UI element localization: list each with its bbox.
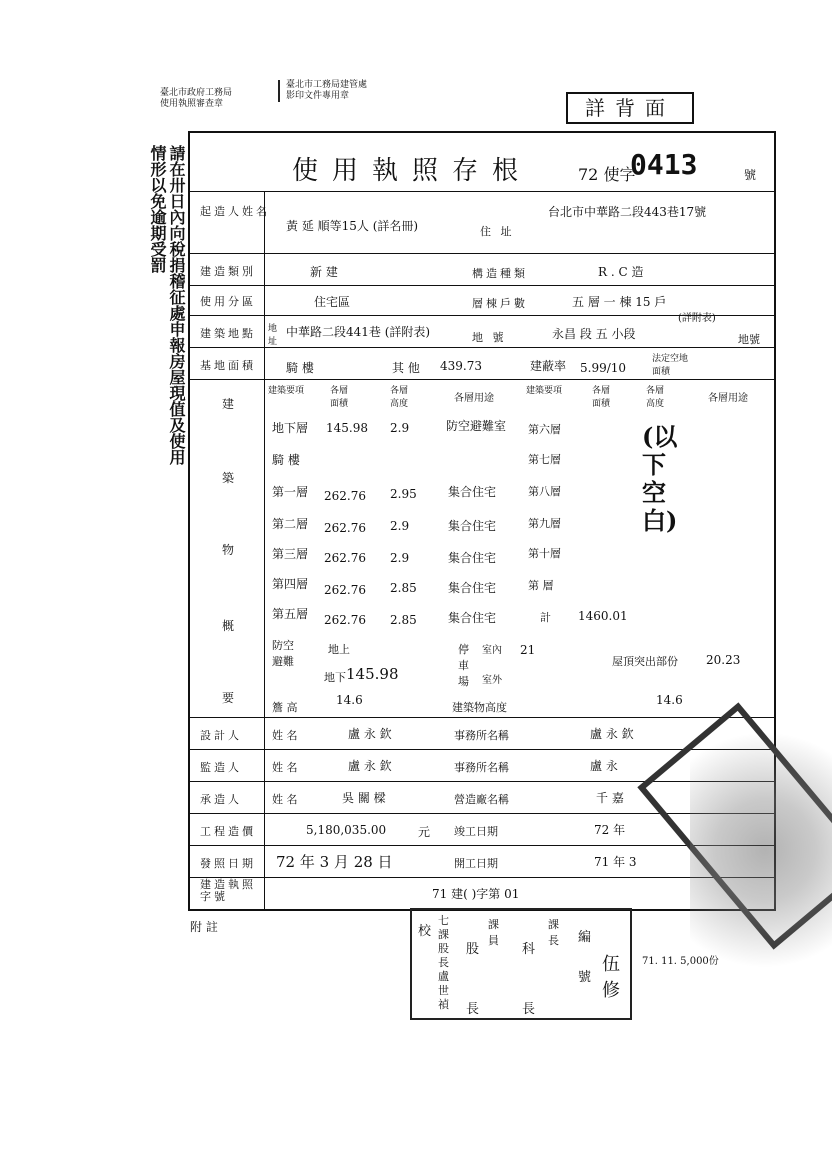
other-value: 439.73: [440, 359, 482, 373]
floors-label: 層棟戶數: [472, 297, 528, 310]
floor-area: 145.98: [326, 421, 368, 435]
right-floor: 第九層: [528, 517, 561, 530]
floor-name: 第五層: [272, 607, 309, 621]
print-code: 71. 11. 5,000份: [642, 956, 719, 967]
arcade-label: 騎 樓: [286, 361, 314, 375]
section-char: 建: [222, 397, 235, 411]
finish-value: 72 年: [594, 823, 626, 837]
issue-value: 72 年 3 月 28 日: [276, 853, 393, 871]
floor-use: 集合住宅: [448, 519, 497, 533]
lot-label: 地 號: [472, 331, 507, 344]
approval-grid: [410, 908, 632, 1020]
rule: [190, 191, 774, 192]
floors-value: 五 層 一 棟 15 戶: [572, 295, 667, 309]
lot-suffix: 地號: [738, 333, 760, 346]
use-zone-label: 使用分區: [200, 295, 256, 308]
rule: [190, 877, 774, 878]
eave-value: 14.6: [336, 693, 363, 707]
shelter-label: 防空避難: [272, 639, 294, 668]
section-char: 物: [222, 543, 235, 557]
stamp-left-line2: 使用執照審查章: [160, 99, 224, 109]
start-value: 71 年 3: [594, 855, 637, 869]
approval-cell: 科 長: [522, 942, 536, 1017]
open-space-label: 法定空地面積: [652, 354, 689, 377]
col-header-4: 各層用途: [454, 393, 494, 404]
rule: [190, 347, 774, 348]
approval-cell: 編號: [578, 930, 592, 985]
bldg-height-label: 建築物高度: [452, 701, 507, 714]
floor-use: 集合住宅: [448, 581, 497, 595]
site-prefix: 地址: [268, 324, 278, 347]
right-floor: 第八層: [528, 485, 561, 498]
office-label: 事務所名稱: [454, 761, 509, 774]
shelter-above: 地上: [328, 643, 350, 656]
shelter-below-value: 145.98: [346, 665, 399, 683]
floor-height: 2.85: [390, 613, 417, 627]
floors-note: (詳附表): [678, 313, 716, 324]
floor-name: 地下層: [272, 421, 309, 435]
address-value: 台北市中華路二段443巷17號: [548, 205, 707, 219]
coverage-value: 5.99/10: [580, 361, 627, 375]
cost-label: 工程造價: [200, 825, 256, 838]
build-type-label: 建造類別: [200, 265, 256, 278]
col-header-8: 各層用途: [708, 393, 748, 404]
floor-area: 262.76: [324, 583, 366, 597]
floor-height: 2.9: [390, 421, 410, 435]
supervisor-label: 監造人: [200, 761, 242, 774]
floor-area: 262.76: [324, 613, 366, 627]
approval-cell: 校: [418, 924, 432, 939]
section-char: 概: [222, 619, 235, 633]
stamp-right-line2: 影印文件專用章: [286, 91, 350, 101]
approval-cell: 七課股長盧世禎: [438, 914, 449, 1011]
parking-in: 室內: [482, 645, 502, 656]
company-label: 營造廠名稱: [454, 793, 509, 806]
section-char: 要: [222, 691, 235, 705]
contractor-company: 千 嘉: [596, 791, 624, 805]
stamp-right: [278, 80, 367, 102]
floor-use: 防空避難室: [446, 419, 507, 433]
seal-smudge: [690, 700, 832, 1000]
see-back-box: 詳背面: [566, 92, 694, 124]
col-header-3: 各層高度: [390, 386, 409, 409]
permit-number: 0413: [630, 148, 698, 181]
stamp-left: [160, 88, 232, 110]
coverage-label: 建蔽率: [530, 359, 567, 373]
col-header-7: 各層高度: [646, 386, 665, 409]
address-label: 住 址: [480, 225, 515, 238]
roof-label: 屋頂突出部份: [612, 655, 678, 668]
name-label: 姓 名: [272, 793, 298, 806]
shelter-below: 地下: [324, 671, 346, 684]
contractor-value: 吳 關 樑: [342, 791, 386, 805]
license-value: 71 建( )字第 01: [432, 887, 520, 901]
col-header-6: 各層面積: [592, 386, 611, 409]
parking-out: 室外: [482, 675, 502, 686]
use-zone-value: 住宅區: [314, 295, 351, 309]
contractor-label: 承造人: [200, 793, 242, 806]
stamp-left-line1: 臺北市政府工務局: [160, 88, 233, 98]
supervisor-office: 盧 永: [590, 759, 618, 773]
floor-area: 262.76: [324, 521, 366, 535]
floor-name: 第二層: [272, 517, 309, 531]
floor-name: 第三層: [272, 547, 309, 561]
side-note: 請在卅日內向稅捐稽征處申報房屋現值及使用情形以免逾期受罰: [148, 145, 186, 465]
supervisor-value: 盧 永 欽: [348, 759, 392, 773]
site-value: 中華路二段441巷 (詳附表): [286, 325, 431, 339]
floor-height: 2.95: [390, 487, 417, 501]
other-label: 其 他: [392, 361, 420, 375]
right-floor: 第六層: [528, 423, 561, 436]
floor-area: 262.76: [324, 489, 366, 503]
rule: [190, 379, 774, 380]
lot-value: 永昌 段 五 小段: [552, 327, 636, 341]
section-char: 築: [222, 471, 235, 485]
floor-use: 集合住宅: [448, 485, 497, 499]
right-floor: 第七層: [528, 453, 561, 466]
name-label: 姓 名: [272, 729, 298, 742]
rule: [190, 253, 774, 254]
finish-label: 竣工日期: [454, 825, 498, 838]
rule: [190, 285, 774, 286]
floor-name: 騎 樓: [272, 453, 300, 467]
total-value: 1460.01: [578, 609, 628, 623]
designer-office: 盧 永 欽: [590, 727, 634, 741]
right-floor: 第十層: [528, 547, 561, 560]
structure-label: 構造種類: [472, 267, 528, 280]
col-header-2: 各層面積: [330, 386, 349, 409]
structure-value: R . C 造: [598, 265, 644, 279]
eave-label: 簷 高: [272, 701, 298, 714]
rule: [190, 717, 774, 718]
right-floor: 計: [540, 611, 551, 624]
applicant-label: 起造人姓名: [200, 205, 270, 218]
issue-label: 發照日期: [200, 857, 256, 870]
designer-value: 盧 永 欽: [348, 727, 392, 741]
approval-cell: 股 長: [466, 942, 480, 1017]
roof-value: 20.23: [706, 653, 741, 667]
col-header-5: 建築要項: [526, 386, 563, 396]
permit-suffix: 號: [744, 168, 757, 182]
floor-height: 2.9: [390, 519, 410, 533]
document-title: 使用執照存根: [292, 156, 533, 186]
name-label: 姓 名: [272, 761, 298, 774]
right-floor: 第 層: [528, 579, 554, 592]
approval-cell: 課長: [548, 918, 559, 947]
start-label: 開工日期: [454, 857, 498, 870]
blank-note: (以下空白): [642, 422, 678, 535]
permit-prefix: 72 使字: [578, 165, 636, 184]
cost-value: 5,180,035.00: [306, 823, 387, 837]
parking-in-value: 21: [520, 643, 536, 657]
base-area-label: 基地面積: [200, 359, 256, 372]
approval-cell: 伍修: [602, 954, 620, 1001]
applicant-value: 黃 延 順等15人 (詳名冊): [286, 219, 419, 233]
remarks-label: 附 註: [190, 920, 218, 934]
parking-label: 停車場: [458, 643, 469, 688]
floor-height: 2.9: [390, 551, 410, 565]
yuan-label: 元: [418, 825, 431, 839]
col-header-1: 建築要項: [268, 386, 305, 396]
floor-use: 集合住宅: [448, 611, 497, 625]
designer-label: 設計人: [200, 729, 242, 742]
floor-area: 262.76: [324, 551, 366, 565]
site-label: 建築地點: [200, 327, 256, 340]
rule-v: [264, 191, 265, 909]
build-type-value: 新 建: [310, 265, 338, 279]
bldg-height-value: 14.6: [656, 693, 683, 707]
license-label: 建造執照字號: [200, 878, 256, 903]
floor-height: 2.85: [390, 581, 417, 595]
floor-use: 集合住宅: [448, 551, 497, 565]
stamp-right-line1: 臺北市工務局建管處: [286, 80, 368, 90]
floor-name: 第一層: [272, 485, 309, 499]
office-label: 事務所名稱: [454, 729, 509, 742]
floor-name: 第四層: [272, 577, 309, 591]
approval-cell: 課員: [488, 918, 499, 947]
